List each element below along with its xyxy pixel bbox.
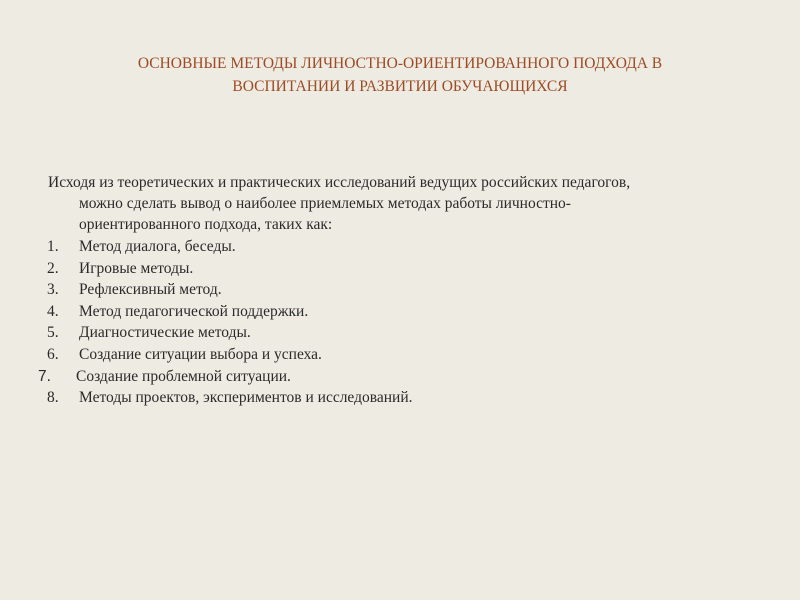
list-item-text: Рефлексивный метод. bbox=[79, 281, 222, 299]
list-item-text: Методы проектов, экспериментов и исследований. bbox=[79, 389, 413, 407]
intro-paragraph bbox=[48, 172, 630, 235]
intro-line-3: ориентированного подхода, таких как: bbox=[79, 216, 333, 233]
list-item-number: 7. bbox=[38, 367, 51, 385]
list-item-number: 6. bbox=[47, 345, 59, 363]
list-item-number: 3. bbox=[47, 281, 59, 299]
list-item-number: 2. bbox=[47, 259, 59, 277]
list-item-text: Создание ситуации выбора и успеха. bbox=[79, 345, 322, 363]
list-item-text: Метод педагогической поддержки. bbox=[79, 302, 309, 320]
list-item-number: 8. bbox=[47, 389, 59, 407]
intro-line-2: можно сделать вывод о наиболее приемлемых методах работы личностно- bbox=[79, 195, 571, 212]
intro-line-1: Исходя из теоретических и практических исследований ведущих российских педагогов, bbox=[48, 174, 631, 191]
list-item-text: Игровые методы. bbox=[79, 259, 194, 277]
list-item-text: Диагностические методы. bbox=[79, 324, 251, 342]
list-item-number: 4. bbox=[47, 302, 59, 320]
slide-title bbox=[60, 52, 740, 98]
list-item-text: Создание проблемной ситуации. bbox=[76, 367, 291, 385]
list-item-text: Метод диалога, беседы. bbox=[79, 238, 236, 255]
slide-title-line-1: ОСНОВНЫЕ МЕТОДЫ ЛИЧНОСТНО-ОРИЕНТИРОВАННОГО ПОДХОДА В bbox=[137, 55, 663, 72]
list-item-number: 5. bbox=[47, 324, 59, 342]
slide-title-line-2: ВОСПИТАНИИ И РАЗВИТИИ ОБУЧАЮЩИХСЯ bbox=[232, 78, 568, 95]
list-item-number: 1. bbox=[47, 238, 59, 255]
